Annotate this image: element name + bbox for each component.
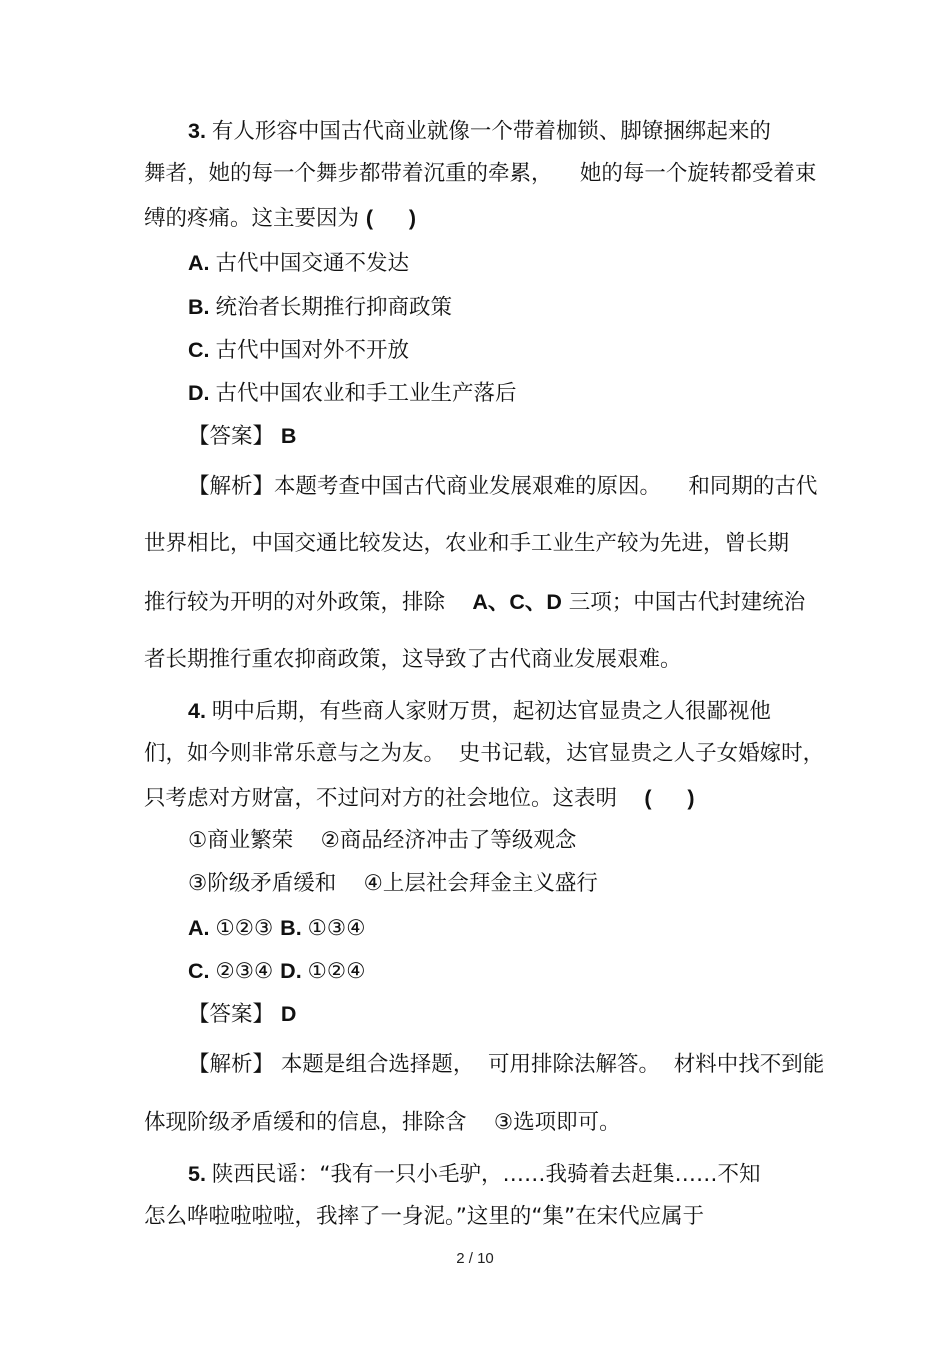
question-3-analysis-line-4: 者长期推行重农抑商政策，这导致了古代商业发展艰难。 (144, 647, 682, 672)
question-4-stem-line-2: 们，如今则非常乐意与之为友。 史书记载，达官显贵之人子女婚嫁时， (144, 741, 825, 766)
question-3-stem-line-2: 舞者，她的每一个舞步都带着沉重的牵累， 她的每一个旋转都受着束 (144, 161, 817, 186)
option-d: D. 古代中国农业和手工业生产落后 (188, 381, 517, 406)
question-4-items-line-2: ③阶级矛盾缓和 ④上层社会拜金主义盛行 (188, 871, 598, 896)
question-3-analysis-line-1: 【解析】本题考查中国古代商业发展艰难的原因。 和同期的古代 (188, 474, 818, 499)
answer-blank: ( ) (644, 786, 695, 810)
question-5-number: 5 (188, 1162, 200, 1186)
question-3-analysis-line-3: 推行较为开明的对外政策，排除 A、C、D 三项；中国古代封建统治 (144, 590, 806, 615)
question-3-answer: 【答案】 B (188, 424, 297, 449)
option-c: C. 古代中国对外不开放 (188, 338, 409, 363)
question-4-options-ab: A. ①②③ B. ①③④ (188, 916, 366, 941)
question-3-stem-line-3: 缚的疼痛。这主要因为 ( ) (144, 206, 417, 231)
question-4-analysis-line-2: 体现阶级矛盾缓和的信息，排除含 ③选项即可。 (144, 1110, 621, 1135)
question-4-answer: 【答案】 D (188, 1002, 297, 1027)
question-5-stem-line-1: 5. 陕西民谣：“我有一只小毛驴，……我骑着去赶集……不知 (188, 1162, 761, 1187)
question-4-analysis-line-1: 【解析】 本题是组合选择题， 可用排除法解答。 材料中找不到能 (188, 1052, 825, 1077)
question-4-options-cd: C. ②③④ D. ①②④ (188, 959, 366, 984)
option-a: A. 古代中国交通不发达 (188, 251, 409, 276)
question-4-number: 4 (188, 699, 200, 723)
question-4-items-line-1: ①商业繁荣 ②商品经济冲击了等级观念 (188, 828, 577, 853)
question-3-number: 3 (188, 119, 200, 143)
page-number: 2 / 10 (456, 1250, 494, 1267)
option-b: B. 统治者长期推行抑商政策 (188, 295, 452, 320)
question-4-stem-line-3: 只考虑对方财富，不过问对方的社会地位。这表明 ( ) (144, 786, 695, 811)
answer-blank: ( ) (365, 206, 417, 230)
question-5-stem-line-2: 怎么哗啦啦啦啦，我摔了一身泥。”这里的“集”在宋代应属于 (144, 1204, 705, 1229)
question-3-stem-line-1: 3. 有人形容中国古代商业就像一个带着枷锁、脚镣捆绑起来的 (188, 119, 771, 144)
question-3-analysis-line-2: 世界相比，中国交通比较发达，农业和手工业生产较为先进，曾长期 (144, 531, 790, 556)
question-4-stem-line-1: 4. 明中后期，有些商人家财万贯，起初达官显贵之人很鄙视他 (188, 699, 771, 724)
